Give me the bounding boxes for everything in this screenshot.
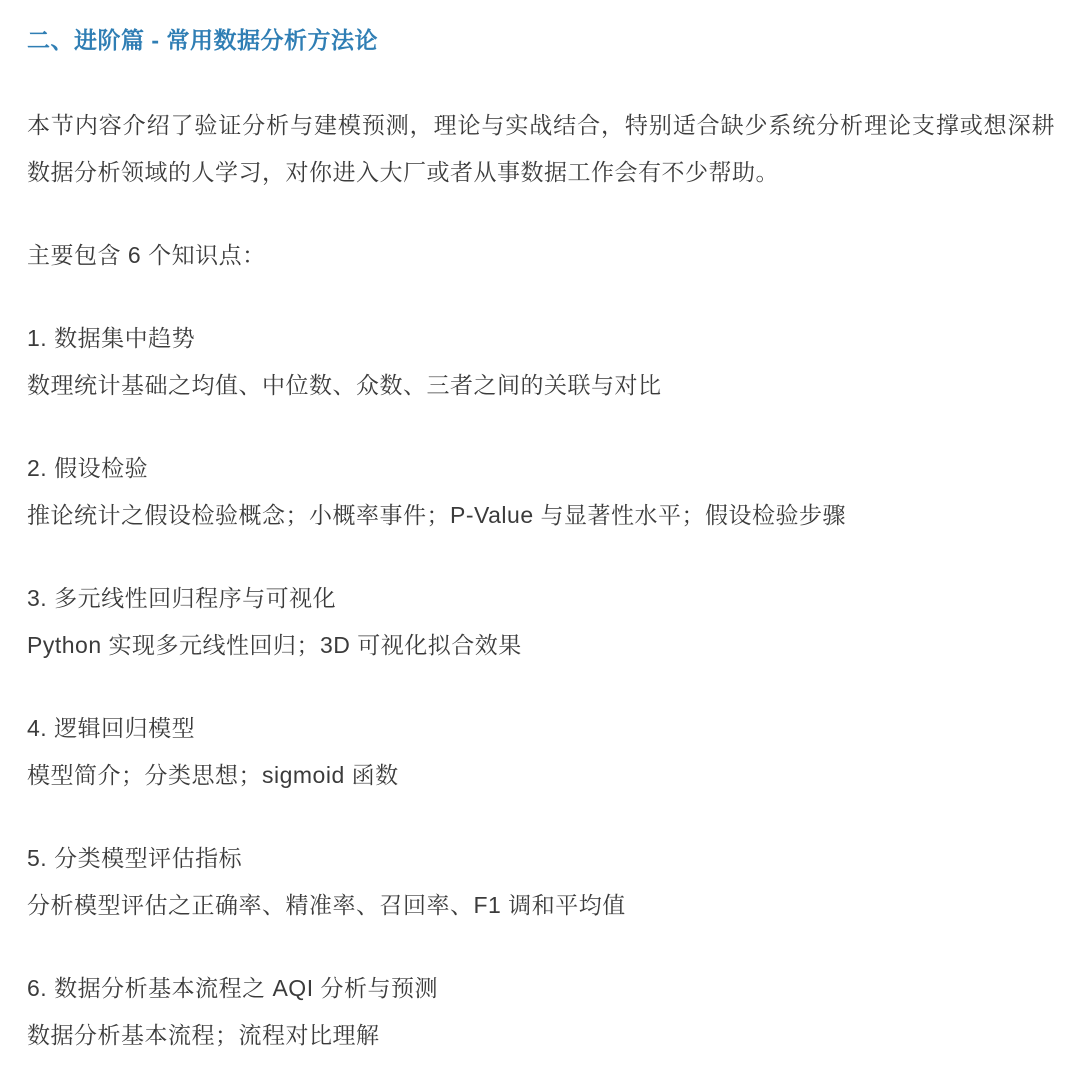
knowledge-item-6	[27, 965, 1055, 1059]
knowledge-item-3	[27, 575, 1055, 669]
item-title: 2. 假设检验	[27, 455, 149, 481]
item-desc: 模型简介；分类思想；sigmoid 函数	[27, 762, 399, 788]
item-desc: 分析模型评估之正确率、精准率、召回率、F1 调和平均值	[27, 892, 626, 918]
knowledge-item-2	[27, 445, 1055, 539]
item-desc: Python 实现多元线性回归；3D 可视化拟合效果	[27, 632, 522, 658]
item-title: 6. 数据分析基本流程之 AQI 分析与预测	[27, 975, 438, 1001]
intro-paragraph: 本节内容介绍了验证分析与建模预测，理论与实战结合，特别适合缺少系统分析理论支撑或想深耕数据分析领域的人学习，对你进入大厂或者从事数据工作会有不少帮助。	[27, 112, 1055, 185]
item-desc: 推论统计之假设检验概念；小概率事件；P-Value 与显著性水平；假设检验步骤	[27, 502, 847, 528]
item-title: 5. 分类模型评估指标	[27, 845, 243, 871]
item-title: 3. 多元线性回归程序与可视化	[27, 585, 337, 611]
knowledge-item-5	[27, 835, 1055, 929]
knowledge-item-4	[27, 705, 1055, 799]
item-title: 1. 数据集中趋势	[27, 325, 196, 351]
item-desc: 数理统计基础之均值、中位数、众数、三者之间的关联与对比	[27, 372, 662, 398]
knowledge-item-1	[27, 315, 1055, 409]
section-heading: 二、进阶篇 - 常用数据分析方法论	[27, 27, 378, 53]
item-desc: 数据分析基本流程；流程对比理解	[27, 1022, 380, 1048]
knowledge-points-count-line: 主要包含 6 个知识点：	[27, 242, 266, 268]
item-title: 4. 逻辑回归模型	[27, 715, 196, 741]
